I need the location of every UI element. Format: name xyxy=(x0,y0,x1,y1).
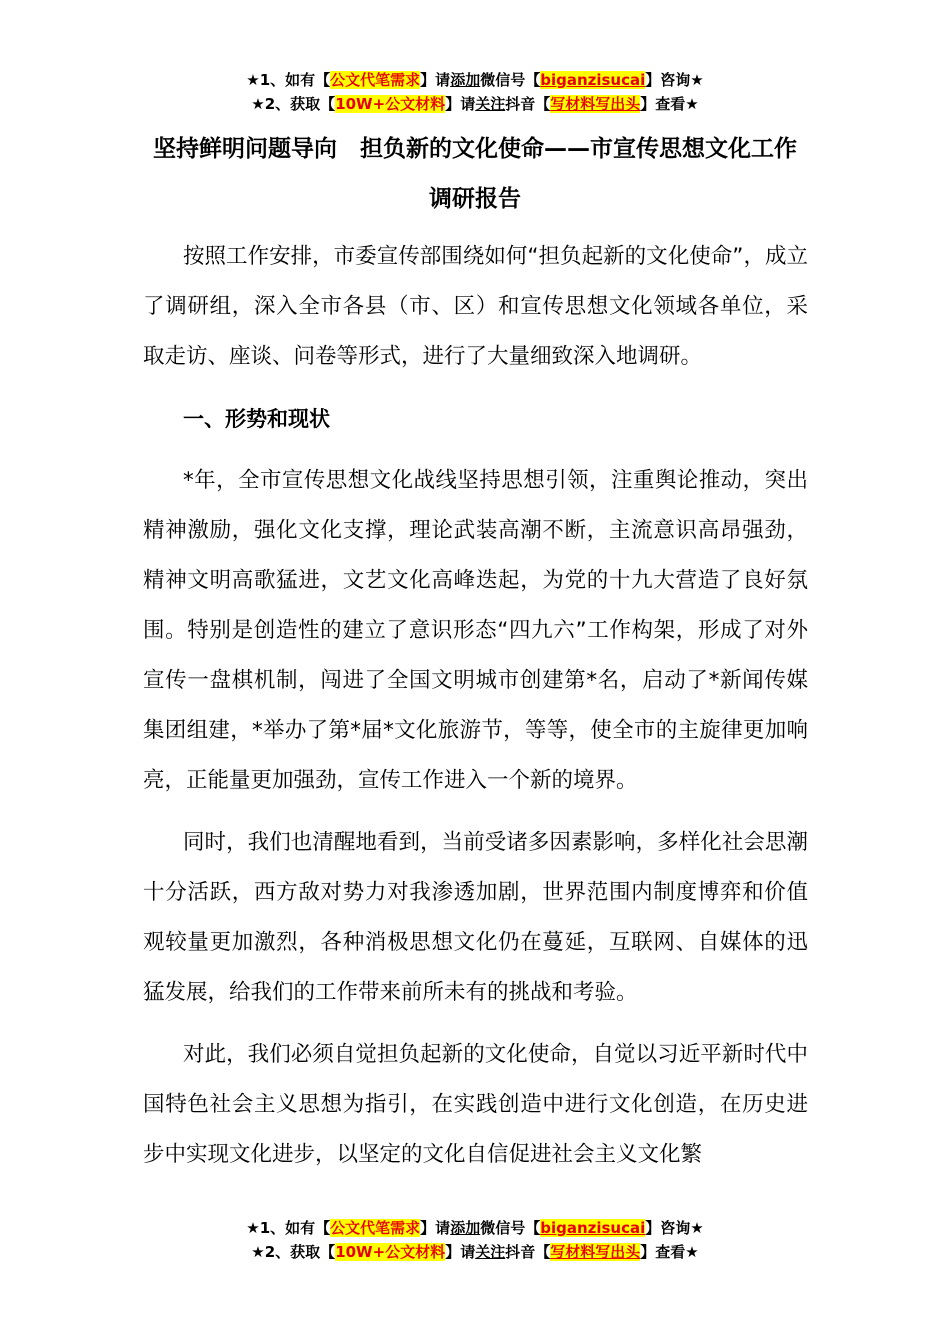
banner-text: 】查看★ xyxy=(640,95,699,113)
wechat-id-link[interactable]: biganzisucai xyxy=(540,71,646,89)
document-title: 坚持鲜明问题导向 担负新的文化使命——市宣传思想文化工作调研报告 xyxy=(153,136,797,212)
banner-emphasis: 添加 xyxy=(450,71,481,89)
banner-text: 】咨询★ xyxy=(645,71,704,89)
wechat-id-link[interactable]: biganzisucai xyxy=(540,1219,646,1237)
banner-line-2 xyxy=(0,1240,950,1264)
douyin-account-link[interactable]: 写材料写出头 xyxy=(550,95,641,113)
banner-text: 】请 xyxy=(445,1243,476,1261)
footer-banner xyxy=(0,1216,950,1264)
banner-text: 】请 xyxy=(420,71,451,89)
banner-text: 微信号【 xyxy=(480,71,541,89)
banner-text: 微信号【 xyxy=(480,1219,541,1237)
banner-line-2 xyxy=(0,92,950,116)
banner-line-1 xyxy=(0,68,950,92)
header-banner xyxy=(0,68,950,116)
douyin-account-link[interactable]: 写材料写出头 xyxy=(550,1243,641,1261)
banner-text: 】咨询★ xyxy=(645,1219,704,1237)
banner-text: 】查看★ xyxy=(640,1243,699,1261)
document-body xyxy=(143,232,808,1192)
material-highlight: 10W+公文材料 xyxy=(335,95,446,113)
banner-text: ★2、获取【 xyxy=(251,95,336,113)
section-heading: 一、形势和现状 xyxy=(183,407,330,431)
service-highlight: 公文代笔需求 xyxy=(330,71,421,89)
body-paragraph: 同时，我们也清醒地看到，当前受诸多因素影响，多样化社会思潮十分活跃，西方敌对势力对我渗透加剧，世界范围内制度博弈和价值观较量更加激烈，各种消极思想文化仍在蔓延，互联网、自媒体的迅猛发展，给我们的工作带来前所未有的挑战和考验。 xyxy=(143,830,808,1005)
banner-emphasis: 添加 xyxy=(450,1219,481,1237)
banner-text: ★1、如有【 xyxy=(246,1219,331,1237)
banner-emphasis: 关注 xyxy=(475,95,506,113)
banner-text: 抖音【 xyxy=(505,1243,551,1261)
material-highlight: 10W+公文材料 xyxy=(335,1243,446,1261)
banner-text: ★2、获取【 xyxy=(251,1243,336,1261)
body-paragraph: 按照工作安排，市委宣传部围绕如何“担负起新的文化使命”，成立了调研组，深入全市各县（市、区）和宣传思想文化领域各单位，采取走访、座谈、问卷等形式，进行了大量细致深入地调研。 xyxy=(143,244,808,369)
banner-text: 抖音【 xyxy=(505,95,551,113)
banner-text: 】请 xyxy=(420,1219,451,1237)
banner-text: ★1、如有【 xyxy=(246,71,331,89)
banner-line-1 xyxy=(0,1216,950,1240)
banner-emphasis: 关注 xyxy=(475,1243,506,1261)
banner-text: 】请 xyxy=(445,95,476,113)
service-highlight: 公文代笔需求 xyxy=(330,1219,421,1237)
body-paragraph: 对此，我们必须自觉担负起新的文化使命，自觉以习近平新时代中国特色社会主义思想为指引，在实践创造中进行文化创造，在历史进步中实现文化进步，以坚定的文化自信促进社会主义文化繁 xyxy=(143,1042,808,1167)
body-paragraph: *年，全市宣传思想文化战线坚持思想引领，注重舆论推动，突出精神激励，强化文化支撑，理论武装高潮不断，主流意识高昂强劲，精神文明高歌猛进，文艺文化高峰迭起，为党的十九大营造了良好氛围。特别是创造性的建立了意识形态“四九六”工作构架，形成了对外宣传一盘棋机制，闯进了全国文明城市创建第*名，启动了*新闻传媒集团组建，*举办了第*届*文化旅游节，等等，使全市的主旋律更加响亮，正能量更加强劲，宣传工作进入一个新的境界。 xyxy=(143,468,808,793)
